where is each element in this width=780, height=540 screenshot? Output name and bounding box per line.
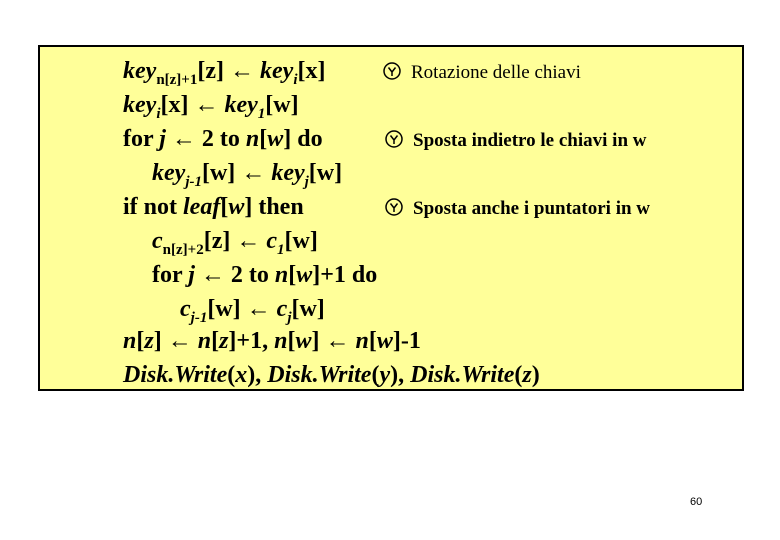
code-token: [w] [308, 160, 343, 186]
code-token: j [159, 126, 166, 152]
code-token: ) [531, 362, 540, 388]
code-token: w [295, 328, 312, 354]
code-token: c [270, 296, 288, 322]
comment-rotazione [383, 61, 581, 85]
code-line-4 [152, 159, 343, 190]
code-token: c [152, 228, 163, 254]
code-token: ( [514, 362, 523, 388]
code-token: n [274, 328, 288, 354]
code-subscript: i [293, 72, 298, 88]
code-token: ] [153, 328, 168, 354]
code-token: key [218, 92, 258, 118]
code-token: 2 to [195, 126, 246, 152]
left-arrow-icon: ← [167, 328, 192, 354]
code-token: key [152, 160, 186, 186]
code-token: leaf [183, 194, 221, 220]
code-token: [z] [197, 58, 230, 84]
code-token: [w] [207, 296, 247, 322]
code-token: [w] [284, 228, 318, 254]
code-keyword: ] then [244, 194, 304, 220]
pseudocode-box [38, 45, 744, 391]
code-token: key [123, 58, 157, 84]
code-token: n [274, 262, 289, 288]
comment-text: Sposta anche i puntatori in w [413, 198, 651, 219]
code-token: c [260, 228, 277, 254]
left-arrow-icon: ← [246, 296, 271, 322]
code-token: z [522, 362, 532, 388]
left-arrow-icon: ← [325, 328, 350, 354]
code-token: key [123, 92, 157, 118]
code-subscript: n[z]+2 [162, 242, 204, 258]
code-token: [x] [297, 58, 326, 84]
code-keyword: if not [123, 194, 183, 220]
code-token: key [254, 58, 294, 84]
code-subscript: j-1 [185, 174, 202, 190]
code-token: w [228, 194, 245, 220]
left-arrow-icon: ← [241, 160, 266, 186]
code-token: z [144, 328, 154, 354]
code-line-9 [123, 327, 421, 355]
code-keyword: for [123, 126, 160, 152]
left-arrow-icon: ← [171, 126, 196, 152]
code-token: Disk.Write [267, 362, 372, 388]
code-token: ]+1, [228, 328, 275, 354]
code-subscript: 1 [257, 106, 266, 122]
code-line-2 [123, 91, 299, 122]
code-token: y [379, 362, 391, 388]
comment-symbol-icon [383, 62, 401, 80]
code-token: [ [211, 328, 220, 354]
code-line-6 [152, 227, 318, 258]
code-token: n [355, 328, 369, 354]
code-token: w [267, 126, 284, 152]
code-token: [x] [160, 92, 195, 118]
left-arrow-icon: ← [230, 58, 254, 84]
code-token: [z] [203, 228, 237, 254]
code-token: ]-1 [392, 328, 421, 354]
code-keyword: ] do [283, 126, 323, 152]
code-token: [ [259, 126, 268, 152]
code-token: key [265, 160, 305, 186]
code-keyword: ]+1 do [312, 262, 378, 288]
code-token: Disk.Write [410, 362, 515, 388]
code-token: [ [287, 328, 296, 354]
code-token: z [219, 328, 229, 354]
code-token: Disk.Write [123, 362, 228, 388]
code-line-7 [152, 261, 377, 289]
left-arrow-icon: ← [236, 228, 261, 254]
code-subscript: 1 [277, 242, 285, 258]
code-line-1 [123, 57, 326, 88]
code-subscript: i [156, 106, 161, 122]
code-token: ( [371, 362, 380, 388]
code-subscript: j [304, 174, 309, 190]
comment-text: Rotazione delle chiavi [411, 62, 581, 83]
code-line-3 [123, 125, 323, 153]
comment-sposta-puntatori [385, 197, 650, 221]
code-token: ] [311, 328, 326, 354]
code-token: n [245, 126, 260, 152]
comment-symbol-icon [385, 130, 403, 148]
code-token: [w] [265, 92, 299, 118]
code-token: w [296, 262, 313, 288]
code-token: [ [368, 328, 377, 354]
code-token: j [188, 262, 195, 288]
code-line-5 [123, 193, 304, 221]
code-token: x [235, 362, 248, 388]
code-token: [w] [291, 296, 325, 322]
code-token: ( [227, 362, 236, 388]
code-token: [ [288, 262, 297, 288]
code-token: w [376, 328, 393, 354]
code-token: n [123, 328, 137, 354]
code-keyword: for [152, 262, 189, 288]
code-token: [ [136, 328, 145, 354]
page-number: 60 [690, 496, 703, 508]
code-token: n [197, 328, 212, 354]
code-token: ), [390, 362, 411, 388]
comment-text: Sposta indietro le chiavi in w [413, 130, 647, 151]
code-line-10 [123, 361, 540, 389]
code-token: c [180, 296, 191, 322]
code-subscript: n[z]+1 [156, 72, 198, 88]
left-arrow-icon: ← [194, 92, 219, 118]
code-token: 2 to [224, 262, 275, 288]
code-line-8 [180, 295, 325, 326]
code-token: [ [220, 194, 229, 220]
left-arrow-icon: ← [200, 262, 225, 288]
comment-symbol-icon [385, 198, 403, 216]
code-subscript: j [287, 310, 292, 326]
code-token: ), [247, 362, 268, 388]
code-token: [w] [201, 160, 242, 186]
code-subscript: j-1 [190, 310, 208, 326]
comment-sposta-chiavi [385, 129, 646, 153]
